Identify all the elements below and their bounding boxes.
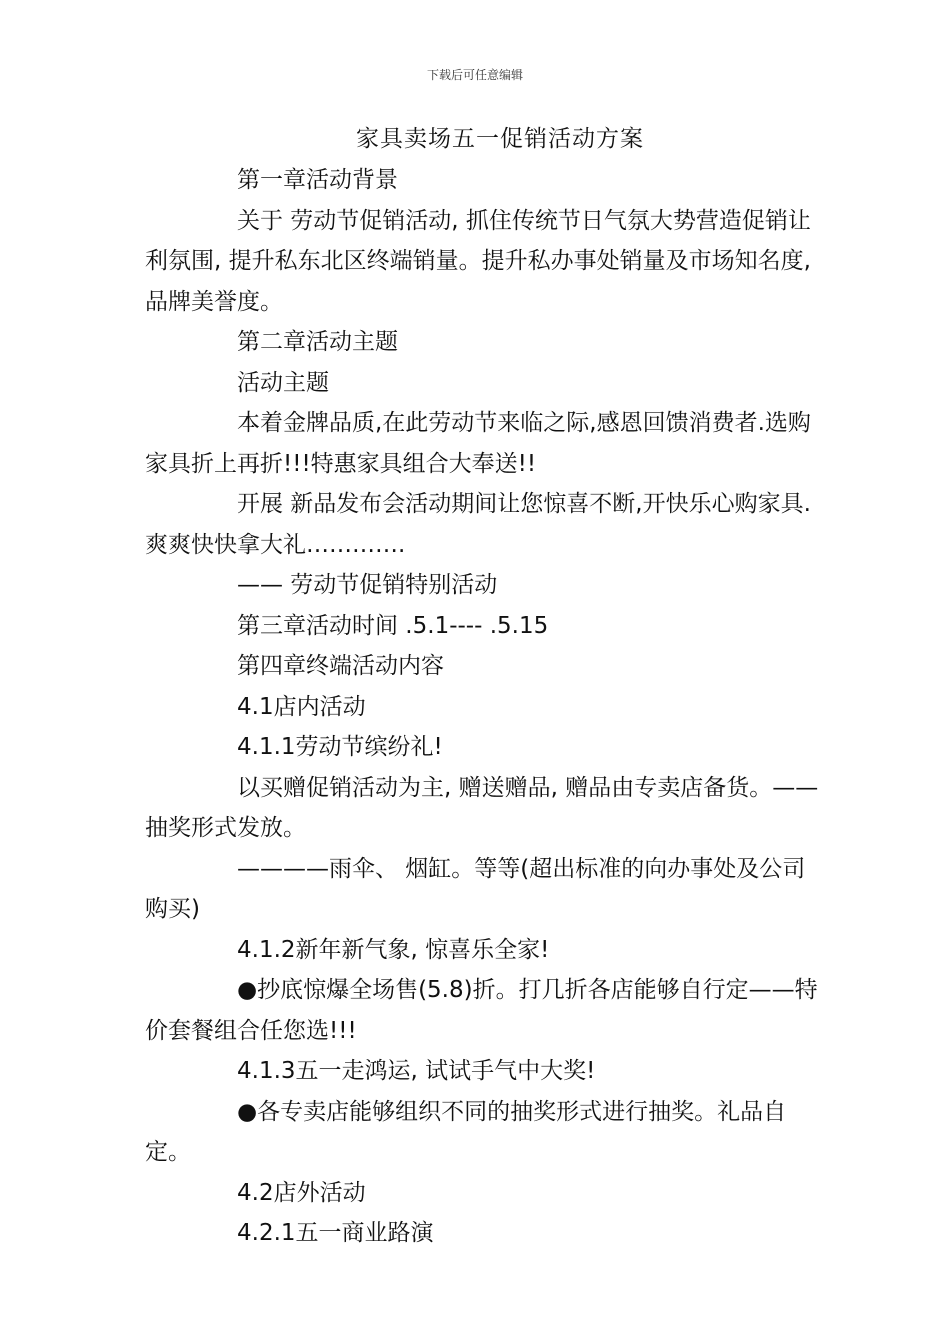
chapter-heading-time: 第三章活动时间 .5.1---- .5.15 (237, 612, 549, 639)
document-body (145, 160, 825, 1254)
paragraph-theme: 本着金牌品质,在此劳动节来临之际,感恩回馈消费者.选购家具折上再折!!!特惠家具组合大奉送!! (145, 410, 811, 477)
section-instore: 4.1店内活动 (237, 693, 366, 720)
chapter-heading-background: 第一章活动背景 (237, 167, 398, 193)
paragraph-launch: 开展 新品发布会活动期间让您惊喜不断,开快乐心购家具.爽爽快快拿大礼…………. (145, 491, 811, 558)
document-title: 家具卖场五一促销活动方案 (356, 126, 644, 152)
chapter-heading-theme: 第二章活动主题 (237, 329, 398, 355)
paragraph-gift-items: ————雨伞、 烟缸。等等(超出标准的向办事处及公司购买) (145, 855, 806, 922)
paragraph-background: 关于 劳动节促销活动, 抓住传统节日气氛大势营造促销让利氛围, 提升私东北区终端销量。提升私办事处销量及市场知名度, 品牌美誉度。 (145, 207, 811, 315)
section-4-2-1: 4.2.1五一商业路演 (237, 1220, 434, 1246)
section-4-1-3: 4.1.3五一走鸿运, 试试手气中大奖! (237, 1058, 596, 1084)
chapter-heading-content: 第四章终端活动内容 (237, 653, 444, 679)
bullet-lottery: ●各专卖店能够组织不同的抽奖形式进行抽奖。礼品自定。 (145, 1098, 787, 1165)
paragraph-special: —— 劳动节促销特别活动 (237, 572, 498, 598)
subheading-theme: 活动主题 (237, 369, 329, 396)
section-4-1-2: 4.1.2新年新气象, 惊喜乐全家! (237, 936, 550, 963)
section-outdoor: 4.2店外活动 (237, 1179, 366, 1206)
paragraph-gift: 以买赠促销活动为主, 赠送赠品, 赠品由专卖店备货。——抽奖形式发放。 (145, 774, 819, 841)
bullet-discount: ●抄底惊爆全场售(5.8)折。打几折各店能够自行定——特价套餐组合任您选!!! (145, 977, 818, 1044)
page-header: 下载后可任意编辑 (426, 68, 523, 82)
section-4-1-1: 4.1.1劳动节缤纷礼! (237, 734, 443, 760)
